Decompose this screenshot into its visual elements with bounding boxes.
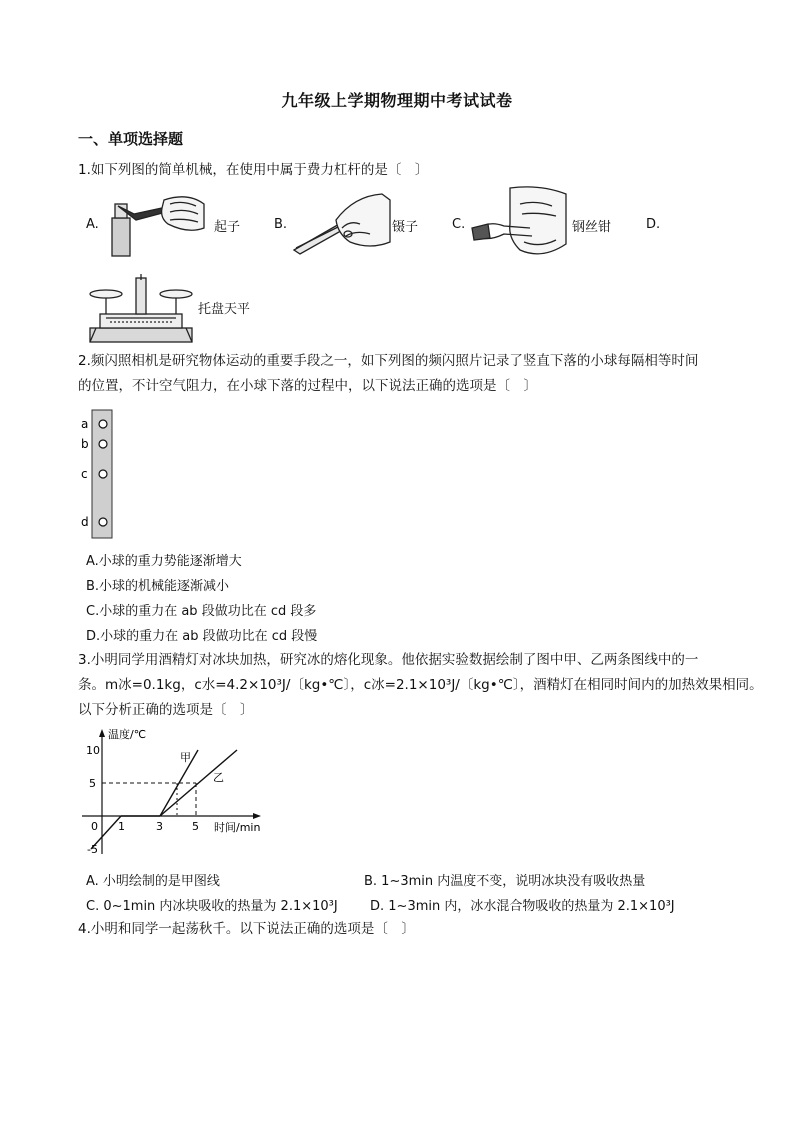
tweezers-figure: [290, 190, 394, 258]
q2-stem-line2: 的位置，不计空气阻力，在小球下落的过程中，以下说法正确的选项是〔 〕: [78, 378, 537, 394]
line-jia-label: 甲: [180, 751, 191, 764]
q2-answer-c: C.小球的重力在 ab 段做功比在 cd 段多: [86, 604, 317, 619]
y-axis-arrow: [99, 729, 105, 737]
q1-option-a-label: 起子: [214, 220, 241, 235]
xtick-5: 5: [192, 820, 199, 833]
point-c-label: c: [81, 467, 88, 481]
bottle-opener-figure: [104, 190, 212, 258]
q2-answer-b: B.小球的机械能逐渐减小: [86, 579, 230, 594]
ytick-minus5: -5: [87, 843, 98, 856]
temperature-time-graph: [80, 726, 270, 858]
point-b-label: b: [81, 437, 89, 451]
tweezers-icon: [294, 194, 390, 254]
q2-stem-line1: 2.频闪照相机是研究物体运动的重要手段之一，如下列图的频闪照片记录了竖直下落的小球每隔相等时间: [78, 353, 699, 369]
point-a-label: a: [81, 417, 89, 431]
q3-answer-c: C. 0~1min 内冰块吸收的热量为 2.1×10³J: [86, 899, 338, 914]
pliers-figure: [470, 184, 570, 264]
line-yi: [160, 750, 237, 816]
page-title: 九年级上学期物理期中考试试卷: [281, 91, 513, 110]
strobe-photo-figure: [76, 406, 126, 542]
section-heading: 一、单项选择题: [78, 130, 184, 148]
q2-answer-d: D.小球的重力在 ab 段做功比在 cd 段慢: [86, 629, 318, 644]
pliers-icon: [472, 187, 566, 254]
q1-option-c-letter: C.: [452, 217, 466, 232]
ball-b: [99, 440, 107, 448]
ytick-5: 5: [89, 777, 96, 790]
bottle-opener-icon: [112, 197, 204, 256]
q1-option-d-letter: D.: [646, 217, 661, 232]
q1-stem: 1.如下列图的简单机械，在使用中属于费力杠杆的是〔 〕: [78, 162, 429, 178]
q3-stem-line2: 条。m冰=0.1kg，c水=4.2×10³J/〔kg•℃〕，c冰=2.1×10³J/〔kg•℃〕，酒精灯在相同时间内的加热效果相同。: [78, 677, 763, 693]
q3-stem-line3: 以下分析正确的选项是〔 〕: [78, 702, 254, 718]
ball-d: [99, 518, 107, 526]
ball-c: [99, 470, 107, 478]
ball-a: [99, 420, 107, 428]
q1-option-c-label: 钢丝钳: [572, 220, 612, 235]
q1-option-b-letter: B.: [274, 217, 288, 232]
q1-option-a-letter: A.: [86, 217, 99, 232]
x-axis-label: 时间/min: [214, 821, 261, 834]
q3-answer-a: A. 小明绘制的是甲图线: [86, 874, 220, 889]
q3-answer-b: B. 1~3min 内温度不变，说明冰块没有吸收热量: [364, 874, 646, 889]
q1-option-b-label: 镊子: [392, 220, 419, 235]
balance-figure: [86, 270, 196, 346]
q1-option-d-label: 托盘天平: [198, 302, 251, 317]
x-axis-arrow: [253, 813, 261, 819]
ytick-10: 10: [86, 744, 100, 757]
xtick-1: 1: [118, 820, 125, 833]
ytick-0: 0: [91, 820, 98, 833]
xtick-3: 3: [156, 820, 163, 833]
q3-answer-d: D. 1~3min 内，冰水混合物吸收的热量为 2.1×10³J: [370, 899, 675, 914]
y-axis-label: 温度/℃: [108, 728, 147, 741]
balance-scale-icon: [90, 274, 192, 342]
q4-stem: 4.小明和同学一起荡秋千。以下说法正确的选项是〔 〕: [78, 921, 415, 937]
point-d-label: d: [81, 515, 89, 529]
q2-answer-a: A.小球的重力势能逐渐增大: [86, 554, 242, 569]
q3-stem-line1: 3.小明同学用酒精灯对冰块加热，研究冰的熔化现象。他依据实验数据绘制了图中甲、乙两条图线中的一: [78, 652, 699, 668]
line-yi-label: 乙: [213, 771, 224, 784]
